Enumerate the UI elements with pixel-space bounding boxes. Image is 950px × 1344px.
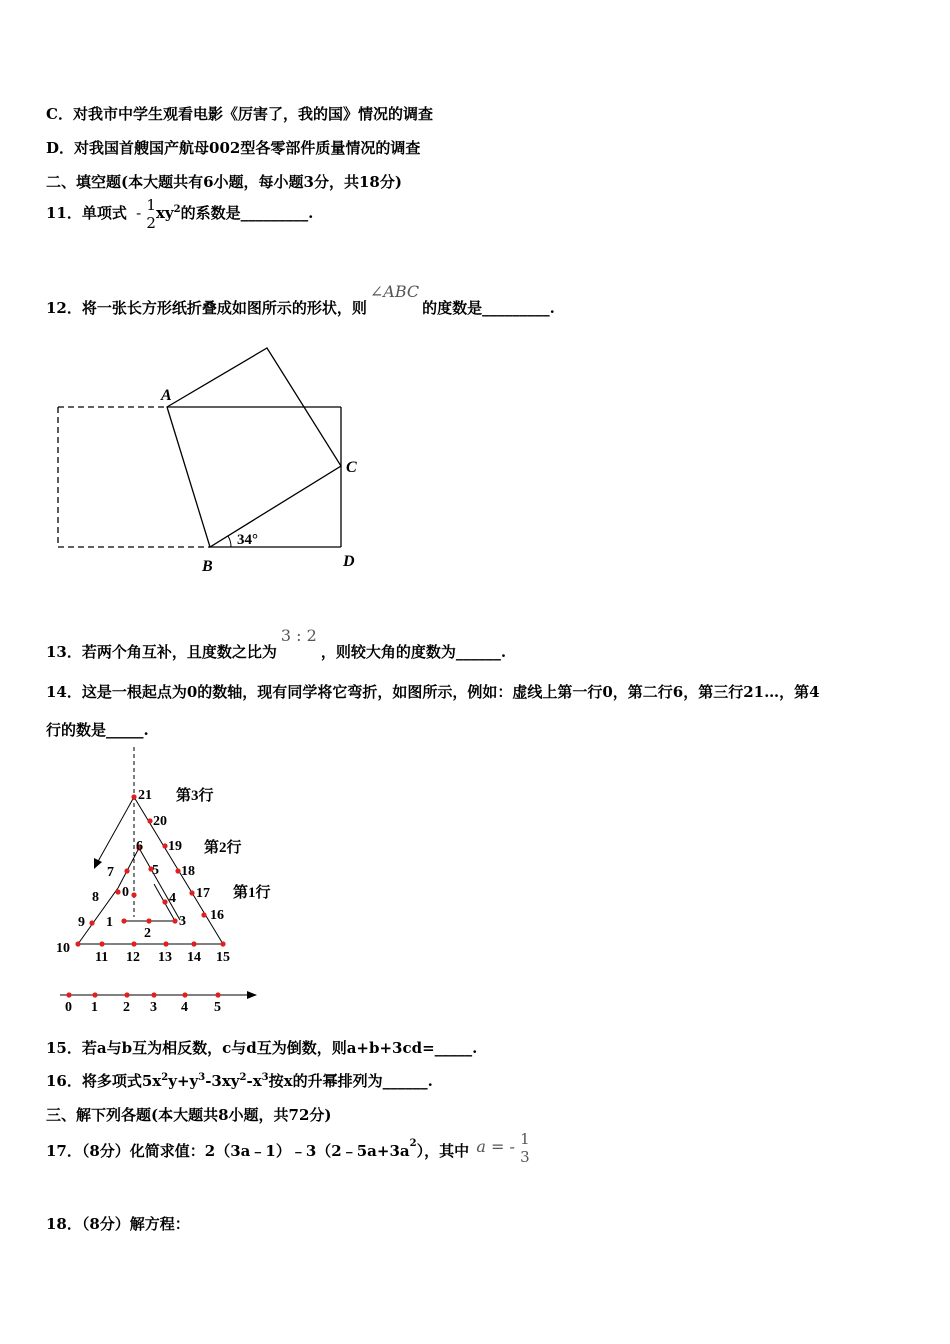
- q16-exp-4: 3: [261, 1072, 269, 1083]
- dot-n7: [124, 868, 129, 873]
- row-1-label: 第1行: [233, 885, 271, 901]
- q11-fraction: [146, 196, 156, 232]
- label-n19: 19: [168, 839, 182, 854]
- row-2-label: 第2行: [204, 840, 242, 856]
- q17-denominator: 3: [520, 1148, 530, 1166]
- label-n13: 13: [158, 950, 172, 965]
- axis-dot-5: [215, 992, 220, 997]
- label-n8: 8: [92, 890, 99, 905]
- q17-numerator: 1: [520, 1130, 530, 1148]
- section-2-heading: 二、填空题(本大题共有6小题，每小题3分，共18分): [46, 173, 402, 191]
- label-n14: 14: [187, 950, 201, 965]
- q12-suffix: 的度数是_________.: [422, 299, 555, 317]
- q11-exponent: 2: [173, 204, 181, 215]
- dot-n2: [146, 918, 151, 923]
- label-d: D: [343, 553, 355, 570]
- axis-label-0: 0: [65, 1000, 72, 1015]
- axis-dot-3: [151, 992, 156, 997]
- question-18: 18．（8分）解方程：: [46, 1215, 190, 1233]
- label-n2: 2: [144, 926, 151, 941]
- dot-n18: [175, 868, 180, 873]
- question-14-line-2: 行的数是_____.: [46, 721, 149, 739]
- question-14-line-1: 14．这是一根起点为0的数轴，现有同学将它弯折，如图所示，例如：虚线上第一行0，第二行6，第三行21…，第4: [46, 683, 820, 701]
- dot-n21: [131, 794, 136, 799]
- axis-label-2: 2: [123, 1000, 130, 1015]
- axis-label-1: 1: [91, 1000, 98, 1015]
- q17-suffix: ），其中: [416, 1142, 470, 1160]
- axis-label-4: 4: [181, 1000, 188, 1015]
- q13-prefix: 13．若两个角互补，且度数之比为: [46, 643, 277, 661]
- q12-angle: ∠ABC: [369, 282, 420, 301]
- q12-prefix: 12．将一张长方形纸折叠成如图所示的形状，则: [46, 299, 367, 317]
- axis-dot-2: [124, 992, 129, 997]
- question-12: [46, 282, 555, 318]
- dot-n15: [220, 941, 225, 946]
- q16-part-d: -x: [246, 1072, 262, 1090]
- label-n9: 9: [78, 915, 85, 930]
- q16-part-c: -3xy: [205, 1072, 240, 1090]
- label-n15: 15: [216, 950, 230, 965]
- fold-rectangle-figure: [40, 335, 380, 580]
- label-n12: 12: [126, 950, 140, 965]
- dot-n10: [75, 941, 80, 946]
- label-n0: 0: [122, 885, 129, 900]
- q16-part-a: 16．将多项式5x: [46, 1072, 162, 1090]
- label-n7: 7: [107, 865, 114, 880]
- question-11: [46, 196, 313, 232]
- dot-n13: [163, 941, 168, 946]
- arrow-shaft: [96, 797, 134, 865]
- label-n1: 1: [106, 915, 113, 930]
- mid-left-side: [118, 848, 139, 888]
- dot-n11: [99, 941, 104, 946]
- section-3-heading: 三、解下列各题(本大题共8小题，共72分): [46, 1106, 332, 1124]
- q11-denominator: 2: [146, 214, 156, 232]
- q17-fraction: [520, 1130, 530, 1166]
- folded-square: [167, 348, 341, 547]
- dot-n20: [147, 818, 152, 823]
- question-15: 15．若a与b互为相反数，c与d互为倒数，则a+b+3cd=_____.: [46, 1039, 478, 1057]
- label-n6: 6: [136, 839, 143, 854]
- fig14-numbers: [56, 788, 230, 1015]
- label-n10: 10: [56, 941, 70, 956]
- label-n18: 18: [181, 864, 195, 879]
- q11-xy: xy: [155, 204, 174, 222]
- label-b: B: [202, 558, 213, 575]
- label-c: C: [346, 459, 357, 476]
- q11-minus: -: [136, 204, 142, 222]
- q11-numerator: 1: [146, 196, 156, 214]
- label-n5: 5: [152, 863, 159, 878]
- question-17: [46, 1130, 530, 1166]
- dot-n0: [131, 892, 136, 897]
- axis-dot-4: [182, 992, 187, 997]
- dot-n3: [172, 918, 177, 923]
- axis-label-3: 3: [150, 1000, 157, 1015]
- q17-exponent: 2: [409, 1138, 417, 1149]
- dot-n4: [162, 899, 167, 904]
- dot-n17: [189, 890, 194, 895]
- bent-number-line-figure: [50, 745, 300, 1020]
- arrow-head: [94, 858, 102, 869]
- axis-dot-1: [92, 992, 97, 997]
- axis-label-5: 5: [214, 1000, 221, 1015]
- q16-exp-2: 3: [198, 1072, 206, 1083]
- question-13: [46, 626, 506, 662]
- label-n4: 4: [169, 891, 176, 906]
- q16-exp-1: 2: [161, 1072, 169, 1083]
- label-n11: 11: [95, 950, 109, 965]
- q11-prefix: 11．单项式: [46, 204, 127, 222]
- label-n17: 17: [196, 886, 210, 901]
- option-d: D．对我国首艘国产航母002型各零部件质量情况的调查: [46, 139, 421, 157]
- label-n16: 16: [210, 908, 224, 923]
- label-a: A: [161, 387, 172, 404]
- label-n20: 20: [153, 814, 167, 829]
- angle-34: 34°: [237, 532, 258, 548]
- axis-dot-0: [66, 992, 71, 997]
- q16-part-b: y+y: [168, 1072, 199, 1090]
- angle-arc: [228, 536, 231, 547]
- number-axis-arrow: [247, 991, 257, 999]
- q16-part-e: 按x的升幂排列为______.: [268, 1072, 433, 1090]
- mid-right-side: [139, 848, 180, 920]
- q11-suffix: 的系数是_________.: [180, 204, 314, 222]
- question-16: [46, 1070, 433, 1091]
- dot-n19: [162, 843, 167, 848]
- dot-n14: [191, 941, 196, 946]
- dot-n1: [121, 918, 126, 923]
- label-n3: 3: [179, 914, 186, 929]
- q17-a-equals: a = -: [476, 1137, 515, 1156]
- q16-exp-3: 2: [239, 1072, 247, 1083]
- row-3-label: 第3行: [176, 788, 214, 804]
- dot-n9: [89, 920, 94, 925]
- dot-n12: [131, 941, 136, 946]
- q13-suffix: ，则较大角的度数为______.: [320, 643, 507, 661]
- dot-n16: [201, 912, 206, 917]
- label-n21: 21: [138, 788, 152, 803]
- option-c: C．对我市中学生观看电影《厉害了，我的国》情况的调查: [46, 105, 433, 123]
- q17-prefix: 17．（8分）化简求值：2（3a﹣1）﹣3（2﹣5a+3a: [46, 1142, 410, 1160]
- q13-ratio: 3 : 2: [280, 626, 317, 645]
- dot-n8: [115, 889, 120, 894]
